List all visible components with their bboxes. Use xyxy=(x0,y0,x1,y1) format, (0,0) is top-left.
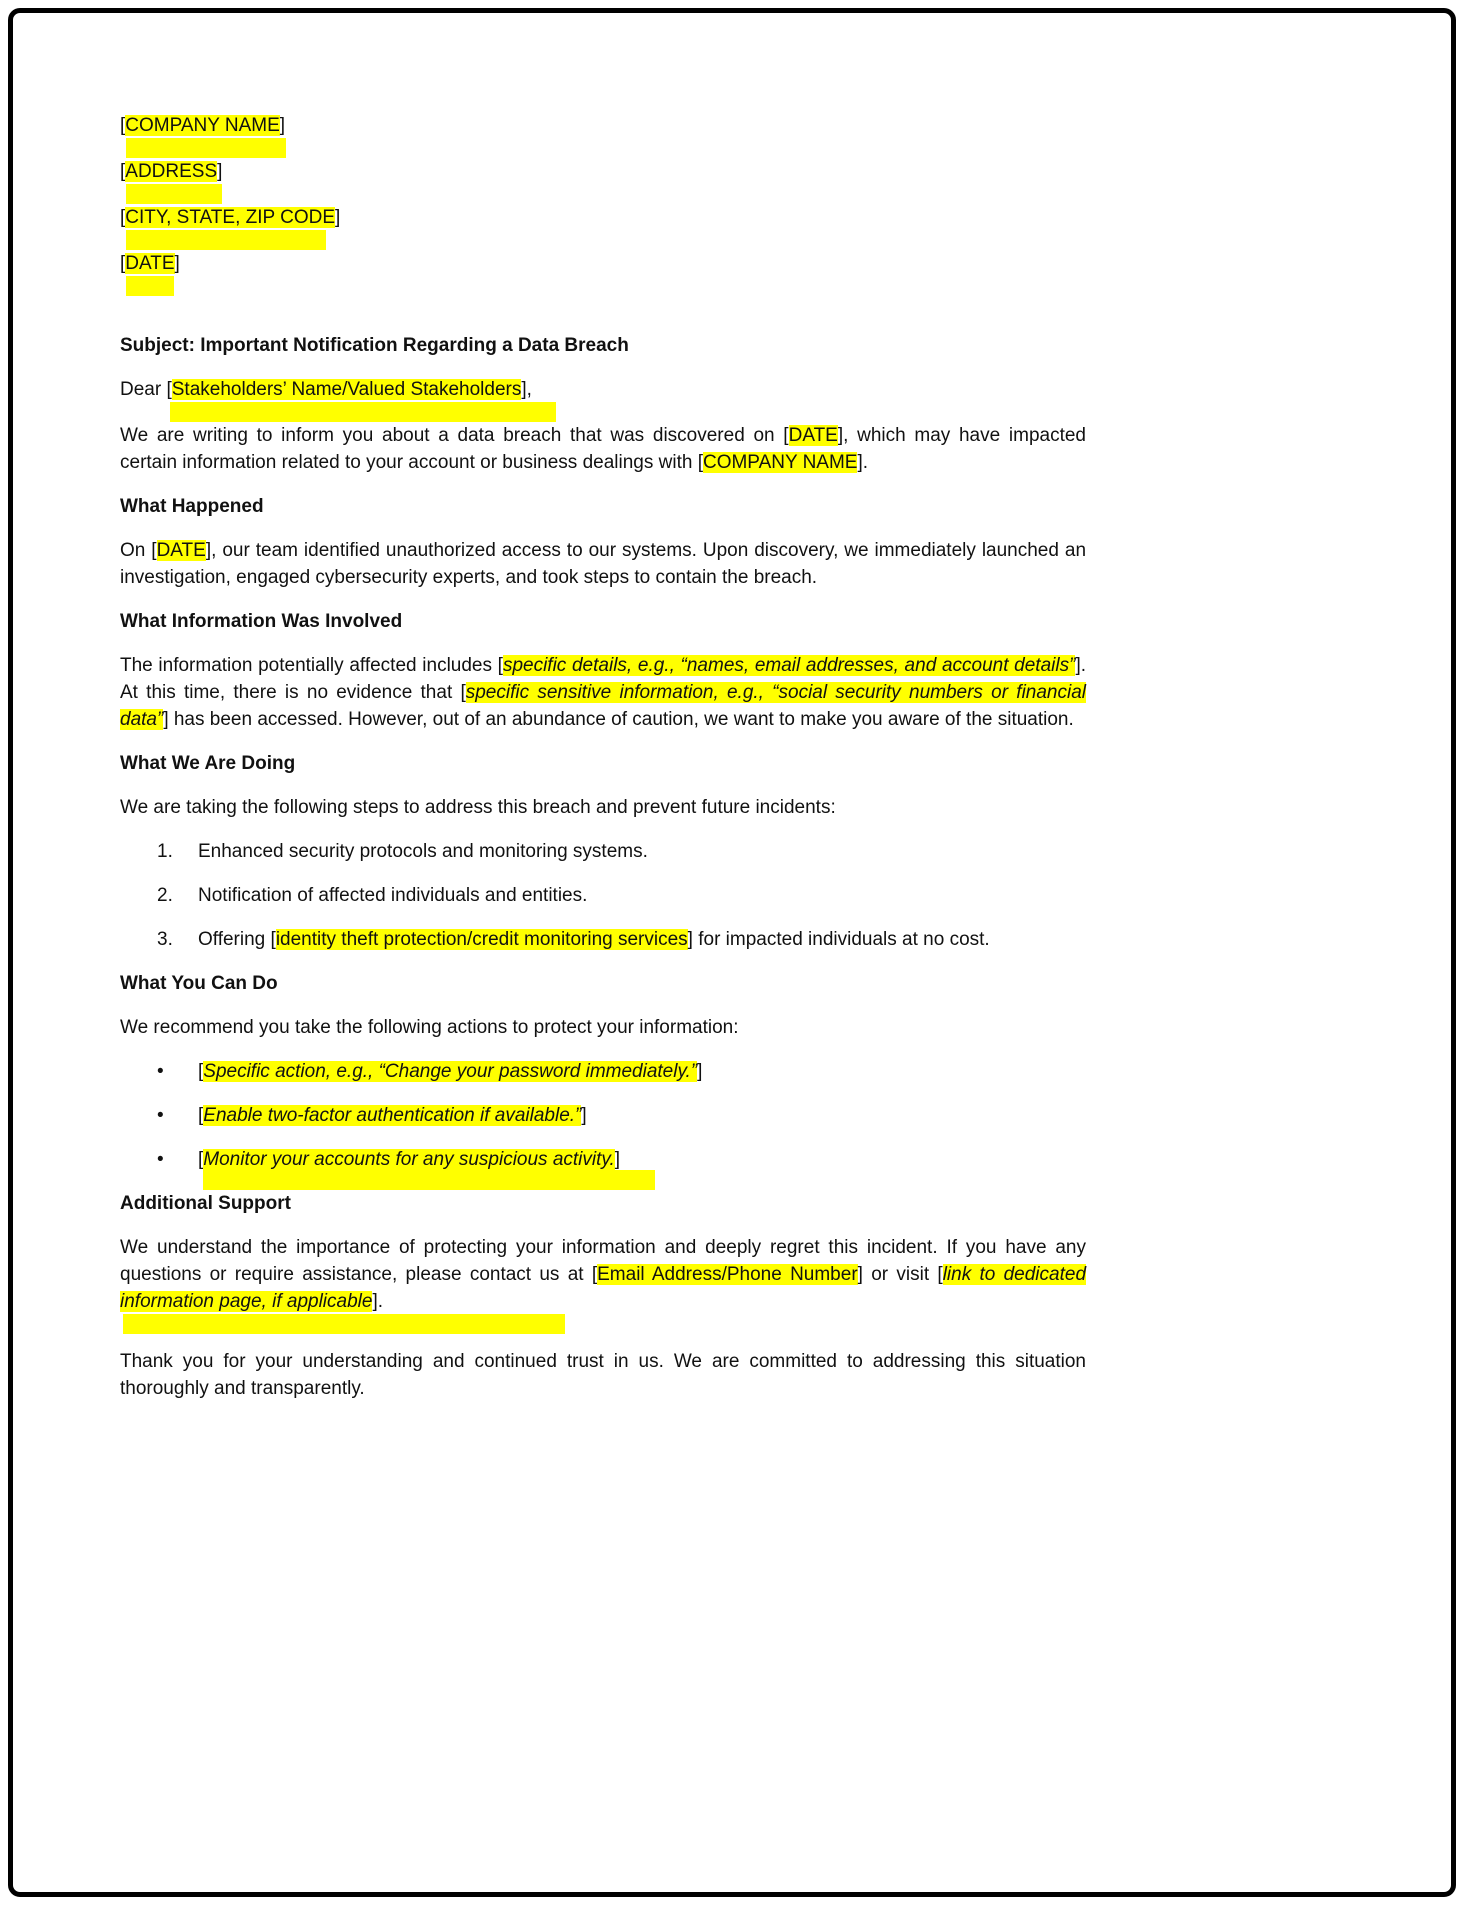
text-segment: ]. At this time, there is no evidence that [ xyxy=(120,655,1086,703)
bullet-item xyxy=(120,1146,1086,1173)
highlighted-placeholder: specific details, e.g., “names, email addresses, and account details” xyxy=(502,655,1076,676)
highlighted-placeholder: specific sensitive information, e.g., “social security numbers or financial data” xyxy=(120,682,1086,730)
bullet-icon: • xyxy=(157,1061,164,1082)
bullet-item xyxy=(120,1102,1086,1129)
highlighted-placeholder: identity theft protection/credit monitoring services xyxy=(275,929,688,950)
text-segment: [ xyxy=(120,161,126,182)
text-segment: ]. xyxy=(857,452,869,473)
highlight-carryover-bar xyxy=(123,1314,565,1334)
text-segment: On [ xyxy=(120,540,157,561)
text-segment: ] xyxy=(174,253,180,274)
bullet-item xyxy=(120,1058,1086,1085)
actions-intro-paragraph: We recommend you take the following actions to protect your information: xyxy=(120,1017,739,1038)
date-line xyxy=(120,250,1086,277)
list-number: 2. xyxy=(157,885,173,906)
text-segment: We are writing to inform you about a data breach that was discovered on [ xyxy=(120,425,789,446)
highlighted-placeholder: Stakeholders’ Name/Valued Stakeholders xyxy=(171,379,522,400)
numbered-item xyxy=(120,838,1086,865)
highlight-carryover-bar xyxy=(203,1170,655,1190)
numbered-item xyxy=(120,926,1086,953)
city-state-zip-line xyxy=(120,204,1086,231)
heading-what-information-was-involved: What Information Was Involved xyxy=(120,611,403,632)
text-segment: Offering [ xyxy=(198,929,276,950)
highlighted-placeholder: DATE xyxy=(788,425,838,446)
highlighted-placeholder: Enable two-factor authentication if available.” xyxy=(203,1105,582,1126)
text-segment: [ xyxy=(198,1061,204,1082)
list-number: 1. xyxy=(157,841,173,862)
text-segment: ] xyxy=(614,1149,621,1170)
text-segment: ] has been accessed. However, out of an abundance of caution, we want to make you aware of the situation. xyxy=(163,709,1074,730)
what-information-paragraph xyxy=(120,652,1086,733)
bullet-icon: • xyxy=(157,1105,164,1126)
highlight-carryover-bar xyxy=(170,402,556,422)
steps-intro-paragraph: We are taking the following steps to address this breach and prevent future incidents: xyxy=(120,797,836,818)
text-segment: Enhanced security protocols and monitoring systems. xyxy=(198,841,648,862)
numbered-item-text xyxy=(198,926,1086,953)
numbered-item-text xyxy=(198,882,1086,909)
heading-what-you-can-do: What You Can Do xyxy=(120,973,278,994)
text-segment: ] xyxy=(279,115,286,136)
greeting-line xyxy=(120,376,1086,403)
what-happened-paragraph xyxy=(120,537,1086,591)
additional-support-paragraph xyxy=(120,1234,1086,1315)
highlighted-placeholder: Monitor your accounts for any suspicious activity. xyxy=(203,1149,615,1170)
numbered-item xyxy=(120,882,1086,909)
text-segment: Notification of affected individuals and entities. xyxy=(198,885,588,906)
text-segment: ]. xyxy=(372,1291,383,1312)
text-segment: [ xyxy=(120,115,126,136)
text-segment: ] xyxy=(697,1061,703,1082)
text-segment: ], xyxy=(521,379,532,400)
bullet-item-text xyxy=(198,1102,1086,1129)
highlighted-placeholder: DATE xyxy=(156,540,206,561)
bullet-item-text xyxy=(198,1058,1086,1085)
highlight-carryover-bar xyxy=(126,230,326,250)
text-segment: [ xyxy=(198,1149,204,1170)
heading-what-we-are-doing: What We Are Doing xyxy=(120,753,296,774)
highlighted-placeholder: COMPANY NAME xyxy=(125,115,280,136)
intro-paragraph xyxy=(120,422,1086,476)
text-segment: [ xyxy=(120,253,126,274)
text-segment: Thank you for your understanding and continued trust in us. We are committed to addressing this situation thoroughly and transparently. xyxy=(120,1351,1086,1399)
highlighted-placeholder: Specific action, e.g., “Change your password immediately.” xyxy=(203,1061,698,1082)
text-segment: We understand the importance of protecting your information and deeply regret this incident. If you have any questions or require assistance, please contact us at [ xyxy=(120,1237,1086,1285)
text-segment: ] xyxy=(335,207,341,228)
highlighted-placeholder: ADDRESS xyxy=(125,161,218,182)
text-segment: ], which may have impacted certain information related to your account or business dealings with [ xyxy=(120,425,1086,473)
highlighted-placeholder: DATE xyxy=(125,253,175,274)
highlight-carryover-bar xyxy=(126,276,174,296)
text-segment: [ xyxy=(120,207,126,228)
numbered-item-text xyxy=(198,838,1086,865)
list-number: 3. xyxy=(157,929,173,950)
text-segment: ] or visit [ xyxy=(857,1264,943,1285)
company-name-line xyxy=(120,112,1086,139)
highlighted-placeholder: Email Address/Phone Number xyxy=(597,1264,858,1285)
bullet-icon: • xyxy=(157,1149,164,1170)
closing-paragraph xyxy=(120,1348,1086,1402)
bullet-item-text xyxy=(198,1146,1086,1173)
subject-line: Subject: Important Notification Regarding a Data Breach xyxy=(120,335,629,356)
text-segment: Dear [ xyxy=(120,379,172,400)
address-line xyxy=(120,158,1086,185)
text-segment: ], our team identified unauthorized access to our systems. Upon discovery, we immediately launched an investigation, engaged cybersecurity experts, and took steps to contain the breach. xyxy=(120,540,1087,588)
highlighted-placeholder: CITY, STATE, ZIP CODE xyxy=(125,207,336,228)
text-segment: ] xyxy=(217,161,223,182)
text-segment: The information potentially affected includes [ xyxy=(120,655,503,676)
highlight-carryover-bar xyxy=(126,138,286,158)
text-segment: [ xyxy=(198,1105,204,1126)
highlighted-placeholder: link to dedicated information page, if applicable xyxy=(120,1264,1087,1312)
heading-what-happened: What Happened xyxy=(120,496,264,517)
highlight-carryover-bar xyxy=(126,184,222,204)
highlighted-placeholder: COMPANY NAME xyxy=(702,452,858,473)
heading-additional-support: Additional Support xyxy=(120,1193,291,1214)
text-segment: ] for impacted individuals at no cost. xyxy=(687,929,990,950)
letter-content xyxy=(120,112,1086,1419)
text-segment: ] xyxy=(581,1105,587,1126)
